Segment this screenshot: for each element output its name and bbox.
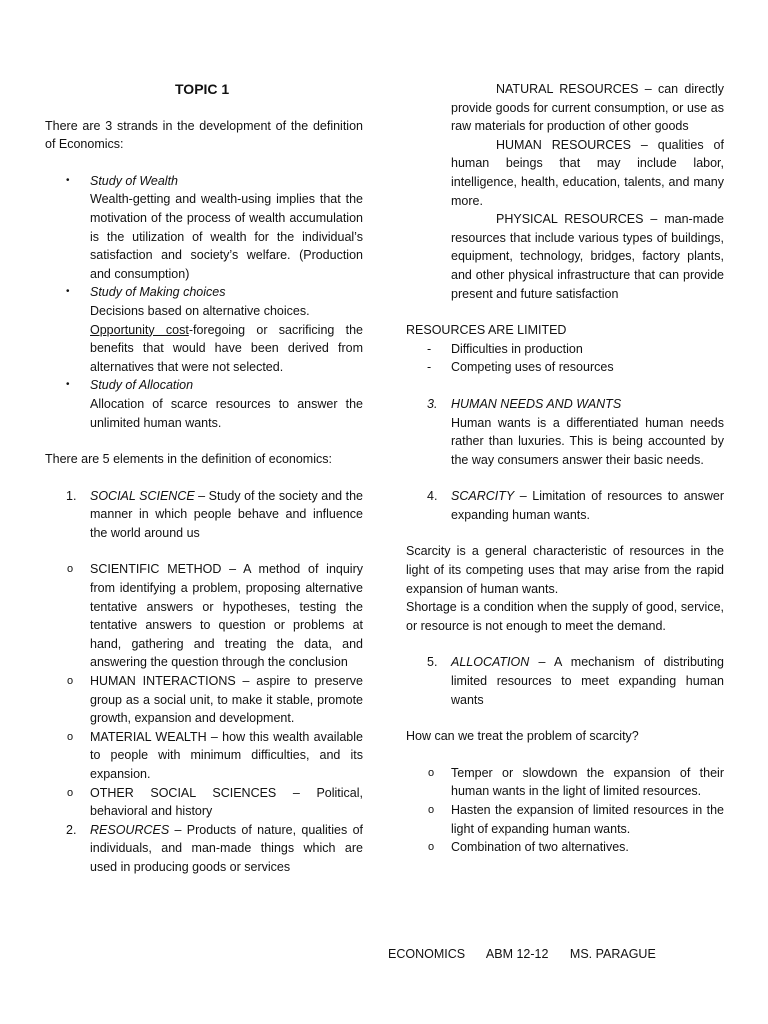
strand-body: Wealth-getting and wealth-using implies that the motivation of the process of wealth accumulation is the utilization of wealth for the individual’s satisfaction and society’s welfare. (Production and consumption): [90, 192, 363, 281]
scarcity-question: How can we treat the problem of scarcity?: [406, 729, 639, 744]
sub-item: [45, 728, 363, 784]
opportunity-cost-definition: -foregoing or sacrificing the benefits that would have been derived from alternatives that were not selected.: [90, 322, 363, 374]
strands-intro: There are 3 strands in the development of the definition of Economics:: [45, 118, 363, 152]
page-title: TOPIC 1: [175, 81, 230, 97]
element-definition: – Products of nature, qualities of individuals, and man-made things which are used in producing goods or services: [90, 822, 363, 874]
element-item: [406, 487, 724, 524]
answer-text: Temper or slowdown the expansion of their human wants in the light of limited resources.: [451, 765, 724, 799]
answer-item: [406, 764, 724, 801]
sub-item-text: OTHER SOCIAL SCIENCES – Political, behavioral and history: [90, 785, 363, 819]
element-definition: – A mechanism of distributing limited resources to meet expanding human wants: [451, 655, 724, 707]
strand-item: [45, 172, 363, 284]
bullet-icon: •: [66, 286, 70, 298]
list-number: 2.: [66, 822, 77, 837]
sub-item-text: MATERIAL WEALTH – how this wealth available to people with minimum difficulties, and its expansion.: [90, 729, 363, 781]
element-body: Human wants is a differentiated human needs rather than luxuries. This is being accounted by the way consumers answer their basic needs.: [451, 415, 724, 467]
right-column: [406, 80, 724, 857]
list-item-text: Competing uses of resources: [451, 360, 614, 375]
list-number: 1.: [66, 488, 77, 503]
sub-item-text: SCIENTIFIC METHOD – A method of inquiry from identifying a problem, proposing alternative tentative answers or hypotheses, testing the tentative answers to question or problems at hand, gathering and treating the data, and answering the question through the conclusion: [90, 562, 363, 670]
strand-item: [45, 376, 363, 432]
circle-bullet-icon: o: [67, 675, 74, 688]
sub-item: [45, 560, 363, 672]
page-footer: [388, 945, 674, 964]
footer-teacher: MS. PARAGUE: [569, 947, 656, 961]
shortage-paragraph: Shortage is a condition when the supply of good, service, or resource is not enough to meet the demand.: [406, 600, 724, 633]
element-term: SCARCITY: [451, 489, 515, 504]
scarcity-paragraph: Scarcity is a general characteristic of resources in the light of its competing uses that may arise from the rapid expansion of human wants.: [406, 544, 724, 596]
element-definition: – Limitation of resources to answer expanding human wants.: [451, 489, 724, 522]
element-term: HUMAN NEEDS AND WANTS: [451, 396, 622, 411]
resource-types: [406, 80, 724, 303]
element-item: [45, 487, 363, 543]
answer-item: [406, 801, 724, 838]
sub-item: [45, 672, 363, 728]
strand-body: Decisions based on alternative choices.: [90, 303, 310, 318]
bullet-icon: •: [66, 174, 70, 186]
element-item: [406, 395, 724, 469]
circle-bullet-icon: o: [67, 730, 74, 743]
left-column: [45, 80, 363, 877]
element-item: [406, 653, 724, 709]
circle-bullet-icon: o: [428, 766, 435, 779]
sub-item-text: HUMAN INTERACTIONS – aspire to preserve group as a social unit, to make it stable, promote growth, expansion and development.: [90, 674, 363, 726]
resource-type-text: PHYSICAL RESOURCES – man-made resources that include various types of buildings, equipment, technology, bridges, factory plants, and other physical infrastructure that can provide present and future satisfaction: [451, 212, 724, 301]
list-item-text: Difficulties in production: [451, 341, 583, 356]
strand-heading: Study of Making choices: [90, 285, 226, 300]
resource-type-text: HUMAN RESOURCES – qualities of human beings that may include labor, intelligence, health, education, talents, and many more.: [451, 137, 724, 208]
strand-heading: Study of Allocation: [90, 378, 194, 393]
opportunity-cost-term: Opportunity cost: [90, 322, 189, 337]
strand-item: [45, 283, 363, 376]
dash-bullet-icon: -: [427, 341, 432, 356]
answer-item: [406, 838, 724, 857]
element-item: [45, 821, 363, 877]
list-item: [406, 340, 724, 359]
footer-section: ABM 12-12: [485, 947, 549, 961]
element-term: ALLOCATION: [451, 655, 530, 670]
answer-text: Hasten the expansion of limited resources in the light of expanding human wants.: [451, 803, 724, 836]
circle-bullet-icon: o: [428, 804, 435, 816]
resources-limited-heading: RESOURCES ARE LIMITED: [406, 323, 567, 338]
footer-subject: ECONOMICS: [388, 947, 466, 961]
strand-body: [90, 321, 363, 377]
strand-body: Allocation of scarce resources to answer the unlimited human wants.: [90, 396, 363, 430]
element-term: RESOURCES: [90, 822, 170, 837]
resource-type-text: NATURAL RESOURCES – can directly provide goods for current consumption, or use as raw materials for production of other goods: [451, 82, 724, 134]
strand-heading: Study of Wealth: [90, 173, 179, 188]
list-item: [406, 358, 724, 377]
answer-text: Combination of two alternatives.: [451, 840, 629, 855]
sub-item: [45, 784, 363, 821]
element-definition: – Study of the society and the manner in which people behave and influence the world around us: [90, 488, 363, 540]
list-number: 5.: [427, 655, 438, 670]
element-term: SOCIAL SCIENCE: [90, 488, 195, 503]
circle-bullet-icon: o: [428, 841, 435, 854]
bullet-icon: •: [66, 379, 70, 391]
list-number: 4.: [427, 489, 438, 504]
elements-intro: There are 5 elements in the definition of economics:: [45, 452, 332, 467]
list-number: 3.: [427, 396, 438, 411]
circle-bullet-icon: o: [67, 563, 74, 576]
dash-bullet-icon: -: [427, 360, 432, 375]
circle-bullet-icon: o: [67, 786, 74, 799]
